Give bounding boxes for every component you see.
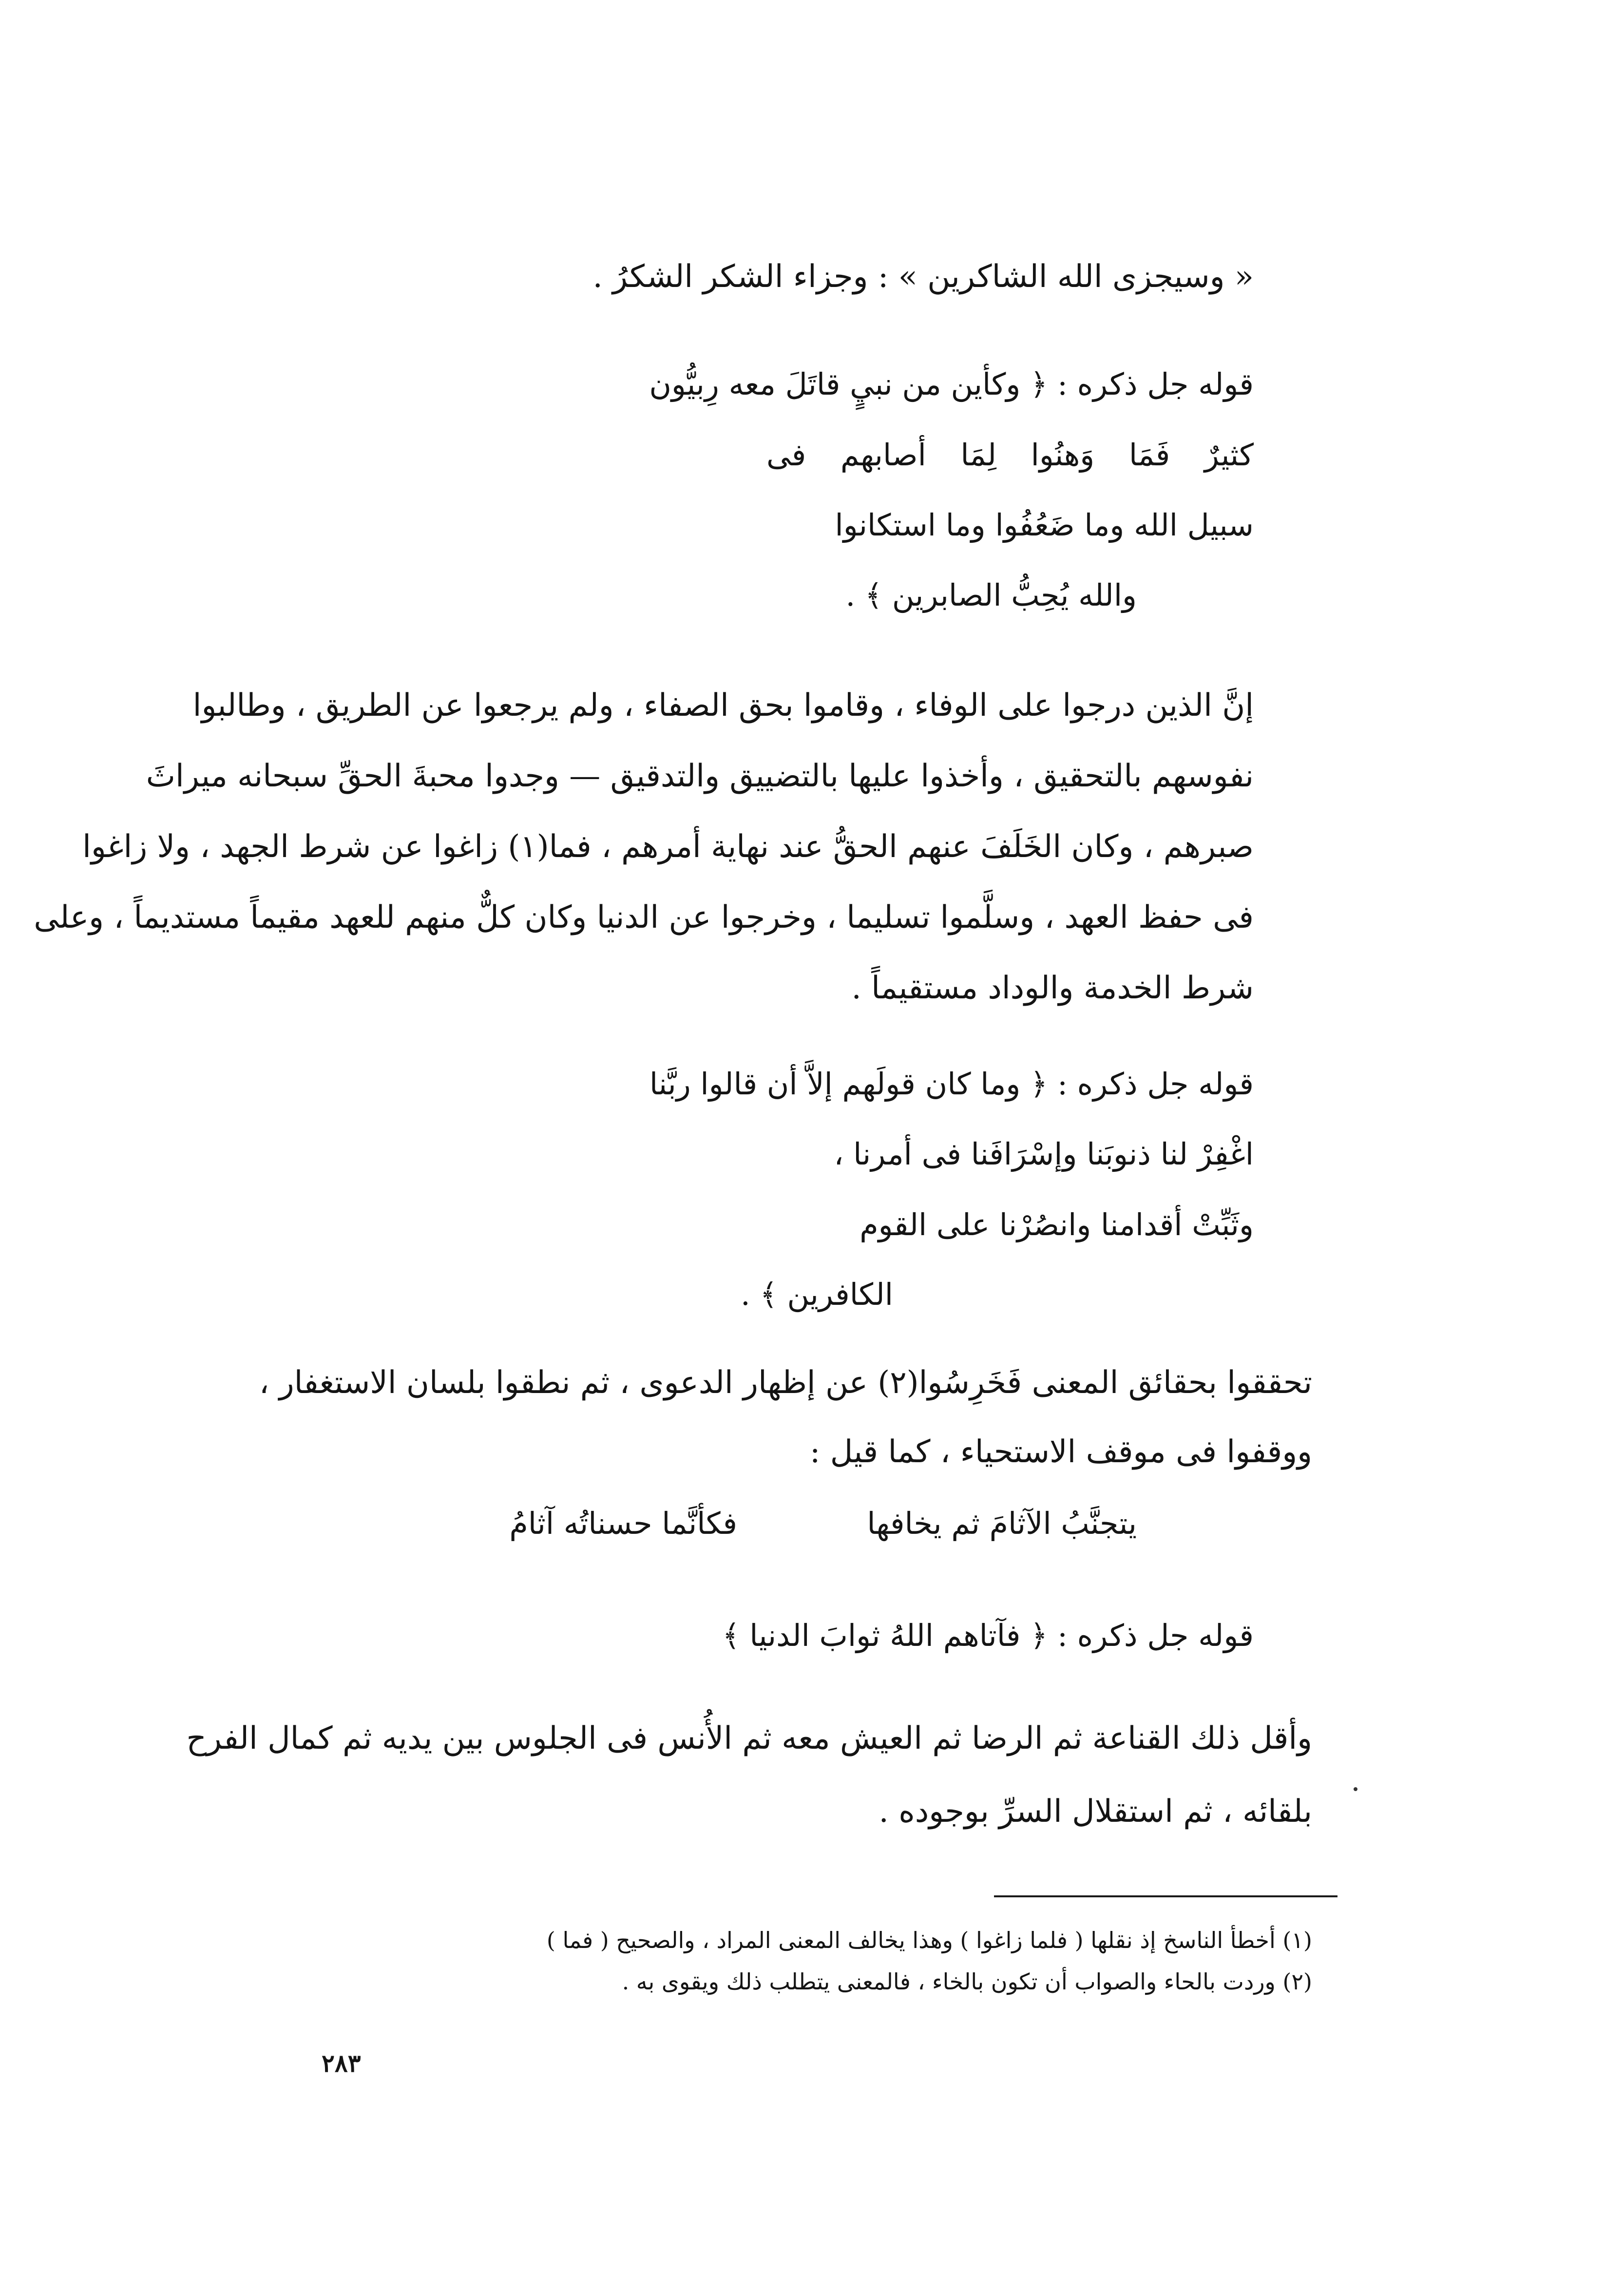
poem-hemistich-1: يتجنَّبُ الآثامَ ثم يخافها	[867, 1506, 1137, 1541]
footnote-rule	[994, 1895, 1337, 1897]
para-1-line-1: إنَّ الذين درجوا على الوفاء ، وقاموا بحق الصفاء ، ولم يرجعوا عن الطريق ، وطالبوا	[192, 687, 1254, 724]
poem-hemistich-2: فكأنَّما حسناتُه آثامُ	[509, 1506, 737, 1541]
para-1-line-5: شرط الخدمة والوداد مستقيماً .	[851, 970, 1254, 1006]
verse-2-line-2: اغْفِرْ لنا ذنوبَنا وإسْرَافَنا فى أمرنا ،	[834, 1136, 1254, 1172]
page-number: ٢٨٣	[322, 2049, 361, 2078]
verse-1-line-2: كثيرٌ فَمَا وَهنُوا لِمَا أصابهم فى	[766, 437, 1254, 473]
footnote-1: (١) أخطأ الناسخ إذ نقلها ( فلما زاغوا ) وهذا يخالف المعنى المراد ، والصحيح ( فما )	[546, 1927, 1312, 1953]
verse-1-line-4: والله يُحِبُّ الصابرين ﴾ .	[845, 577, 1137, 613]
intro-line: « وسيجزى الله الشاكرين » : وجزاء الشكر الشكرُ .	[592, 259, 1254, 295]
verse-2-line-3: وثَبِّتْ أقدامنا وانصُرْنا على القوم	[860, 1207, 1254, 1242]
para-2-line-2: ووقفوا فى موقف الاستحياء ، كما قيل :	[809, 1434, 1312, 1470]
para-1-line-4: فى حفظ العهد ، وسلَّموا تسليما ، وخرجوا عن الدنيا وكان كلٌّ منهم للعهد مقيماً مستديماً ، وعلى	[34, 899, 1254, 935]
para-3-line-2: بلقائه ، ثم استقلال السرِّ بوجوده .	[879, 1794, 1312, 1830]
scan-speck	[1354, 1787, 1357, 1791]
para-3-line-1: وأقل ذلك القناعة ثم الرضا ثم العيش معه ثم الأُنس فى الجلوس بين يديه ثم كمال الفرح	[186, 1720, 1312, 1756]
para-1-line-2: نفوسهم بالتحقيق ، وأخذوا عليها بالتضييق والتدقيق — وجدوا محبةَ الحقِّ سبحانه ميراثَ	[146, 758, 1254, 794]
verse-1-line-1: قوله جل ذكره : ﴿ وكأين من نبيٍ قاتَلَ معه رِبيُّون	[649, 366, 1254, 402]
verse-3-line-1: قوله جل ذكره : ﴿ فآتاهم اللهُ ثوابَ الدنيا ﴾	[722, 1618, 1254, 1653]
para-2-line-1: تحققوا بحقائق المعنى فَخَرِسُوا(٢) عن إظهار الدعوى ، ثم نطقوا بلسان الاستغفار ،	[259, 1365, 1312, 1401]
verse-1-line-3: سبيل الله وما ضَعُفُوا وما استكانوا	[835, 507, 1254, 543]
verse-2-line-1: قوله جل ذكره : ﴿ وما كان قولَهم إلاَّ أن قالوا ربَّنا	[649, 1066, 1254, 1102]
verse-2-line-4: الكافرين ﴾ .	[741, 1277, 893, 1312]
footnote-2: (٢) وردت بالحاء والصواب أن تكون بالخاء ، فالمعنى يتطلب ذلك ويقوى به .	[622, 1968, 1312, 1995]
para-1-line-3: صبرهم ، وكان الخَلَفَ عنهم الحقُّ عند نهاية أمرهم ، فما(١) زاغوا عن شرط الجهد ، ولا زاغوا	[82, 829, 1254, 865]
